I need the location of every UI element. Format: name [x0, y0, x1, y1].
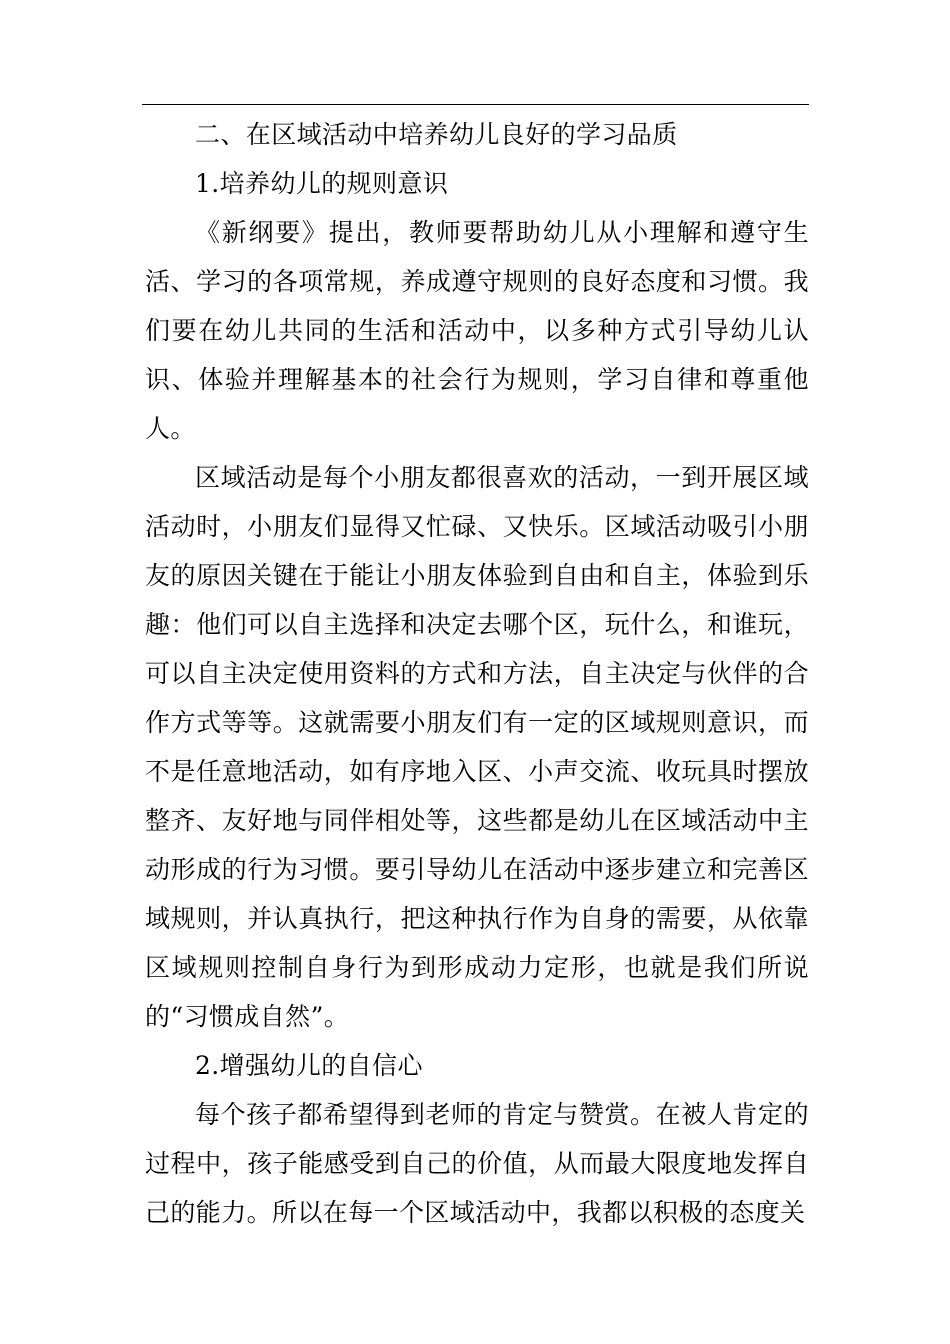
document-body [145, 110, 809, 1237]
paragraph: 每个孩子都希望得到老师的肯定与赞赏。在被人肯定的过程中，孩子能感受到自己的价值，从而最大限度地发挥自己的能力。所以在每一个区域活动中，我都以积极的态度关 [145, 1100, 809, 1227]
subsection-title-2: 2.增强幼儿的自信心 [195, 1051, 423, 1080]
section-title: 二、在区域活动中培养幼儿良好的学习品质 [195, 120, 678, 149]
paragraph: 《新纲要》提出，教师要帮助幼儿从小理解和遵守生活、学习的各项常规，养成遵守规则的良好态度和习惯。我们要在幼儿共同的生活和活动中，以多种方式引导幼儿认识、体验并理解基本的社会行为规则，学习自律和尊重他人。 [145, 218, 809, 443]
paragraph: 区域活动是每个小朋友都很喜欢的活动，一到开展区域活动时，小朋友们显得又忙碌、又快乐。区域活动吸引小朋友的原因关键在于能让小朋友体验到自由和自主，体验到乐趣：他们可以自主选择和决定去哪个区，玩什么，和谁玩，可以自主决定使用资料的方式和方法，自主决定与伙伴的合作方式等等。这就需要小朋友们有一定的区域规则意识，而不是任意地活动，如有序地入区、小声交流、收玩具时摆放整齐、友好地与同伴相处等，这些都是幼儿在区域活动中主动形成的行为习惯。要引导幼儿在活动中逐步建立和完善区域规则，并认真执行，把这种执行作为自身的需要，从依靠区域规则控制自身行为到形成动力定形，也就是我们所说的“习惯成自然”。 [145, 463, 809, 1031]
subsection-title-1: 1.培养幼儿的规则意识 [195, 169, 449, 198]
header-rule [142, 104, 809, 105]
